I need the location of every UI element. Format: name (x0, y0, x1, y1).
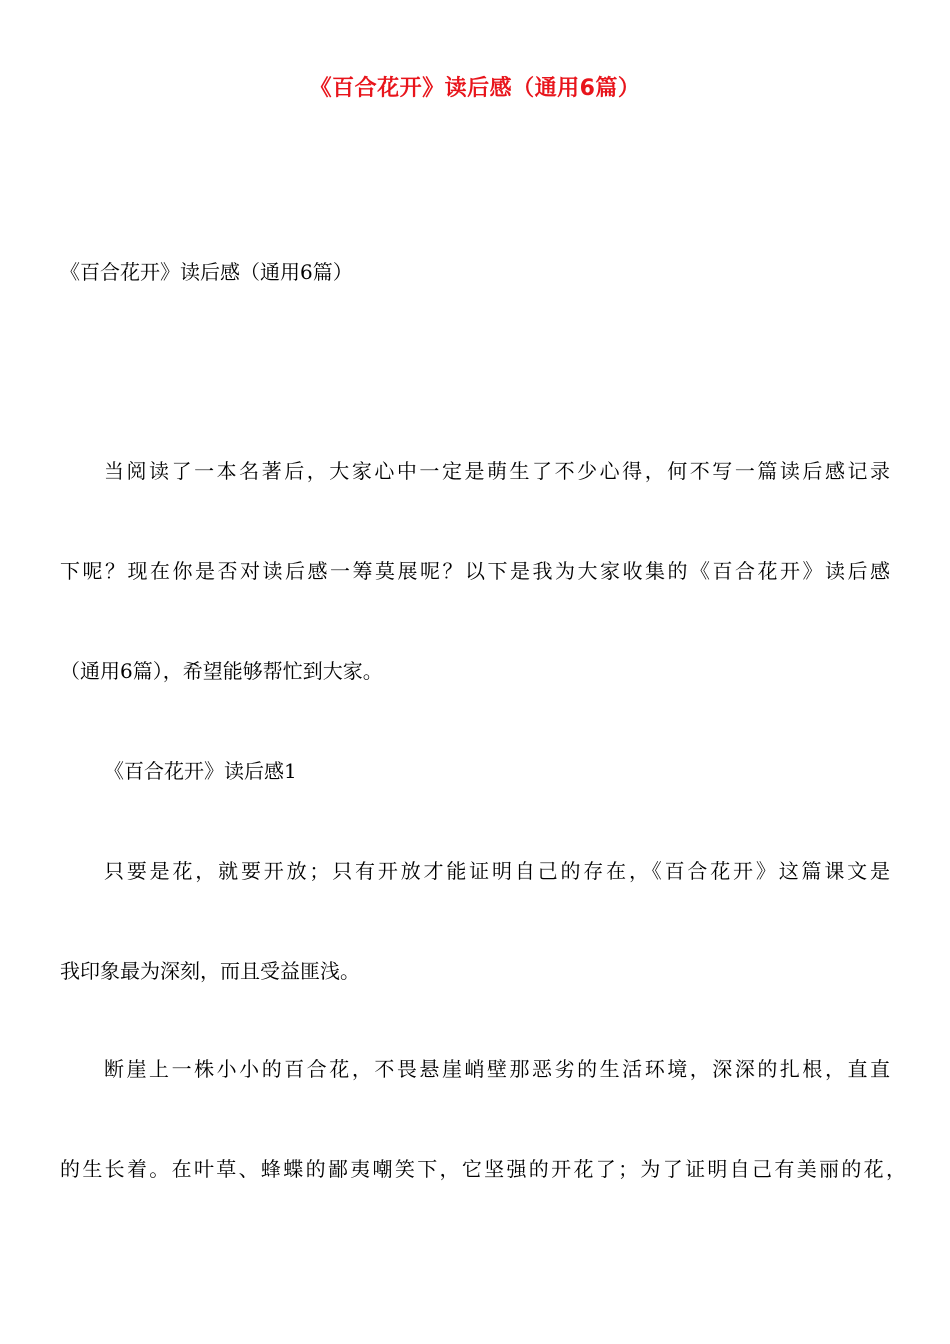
section-heading: 《百合花开》读后感1 (104, 759, 297, 783)
document-title: 《百合花开》读后感（通用6篇） (309, 76, 641, 101)
paragraph-line: 当阅读了一本名著后，大家心中一定是萌生了不少心得，何不写一篇读后感记录 (104, 459, 890, 483)
paragraph-line: 我印象最为深刻，而且受益匪浅。 (60, 959, 360, 983)
paragraph-line: 只要是花，就要开放；只有开放才能证明自己的存在，《百合花开》这篇课文是 (104, 859, 890, 883)
paragraph-line: 断崖上一株小小的百合花，不畏悬崖峭壁那恶劣的生活环境，深深的扎根，直直 (104, 1057, 890, 1081)
subtitle-line: 《百合花开》读后感（通用6篇） (60, 260, 353, 284)
paragraph-line: （通用6篇），希望能够帮忙到大家。 (60, 659, 383, 683)
paragraph-line: 下呢？现在你是否对读后感一筹莫展呢？以下是我为大家收集的《百合花开》读后感 (60, 559, 890, 583)
paragraph-line: 的生长着。在叶草、蜂蝶的鄙夷嘲笑下，它坚强的开花了；为了证明自己有美丽的花， (60, 1157, 906, 1181)
